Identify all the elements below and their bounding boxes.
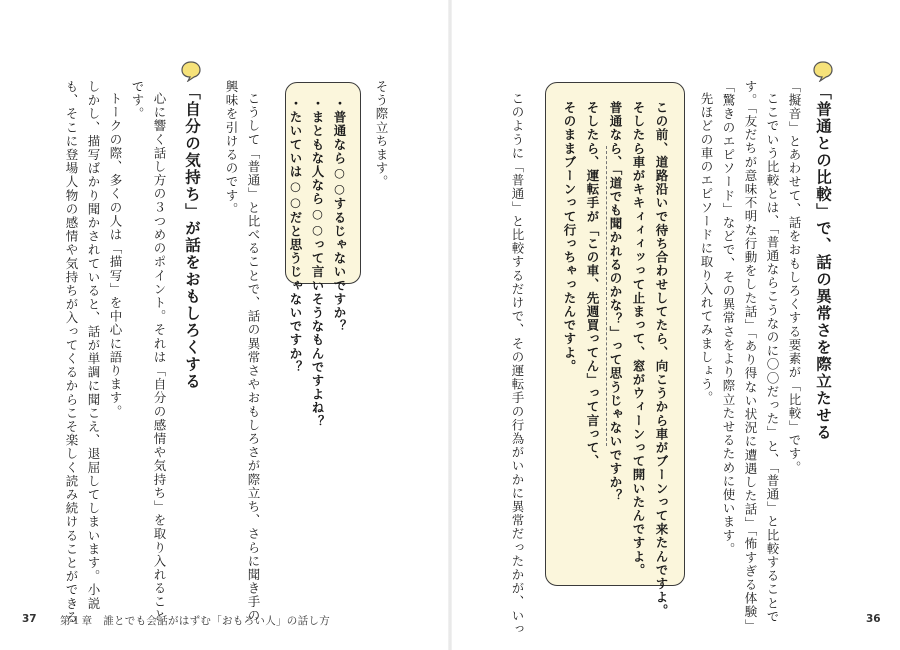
running-header: 第１章 誰とでも会話がはずむ「おもろい人」の話し方	[60, 615, 330, 627]
box-line: ・まともな人なら○○って言いそうなもんですよね？	[310, 97, 325, 429]
speech-bubble-icon	[180, 60, 202, 82]
paragraph-line: す。「友だちが意味不明な行動をした話」「あり得ない状況に遭遇した話」「怖すぎる体験」	[743, 80, 758, 633]
section-heading: 「自分の気持ち」が話をおもしろくする	[183, 84, 201, 390]
example-box	[545, 82, 685, 618]
paragraph-line: です。	[130, 80, 145, 121]
page-gutter	[448, 0, 452, 650]
paragraph-line: しかし、描写ばかり聞かされていると、話が単調に聞こえ、退屈してしまいます。小説	[86, 80, 101, 611]
box-line: そしたら車がキキィィィッって止まって、窓がウィーンって開いたんですよ。	[631, 101, 646, 577]
page-number: 36	[866, 613, 881, 625]
box-line: ・たいていは○○だと思うじゃないですか？	[288, 97, 303, 374]
page-number: 37	[22, 613, 37, 625]
dashed-underline	[606, 146, 607, 446]
paragraph-line: 興味を引けるのです。	[224, 80, 239, 216]
box-line: 普通なら、「道でも聞かれるのかな？」って思うじゃないですか？	[608, 101, 623, 503]
box-line: ・普通なら○○するじゃないですか？	[332, 97, 347, 334]
paragraph-line: こうして「普通」と比べることで、話の異常さやおもしろさが際立ち、さらに聞き手の	[246, 92, 261, 623]
paragraph-line: ここでいう比較とは、「普通ならこうなのに〇〇だった」と、「普通」と比較することで	[765, 92, 780, 624]
paragraph-line: も、そこに登場人物の感情や気持ちが入ってくるからこそ楽しく読み続けることができる	[64, 80, 79, 624]
speech-bubble-icon	[812, 60, 834, 82]
paragraph-line: このように「普通」と比較するだけで、その運転手の行為がいかに異常だったかが、いっ	[510, 92, 525, 636]
box-line: そしたら、運転手が「この車、先週買ってん」って言って、	[585, 101, 600, 469]
paragraph-line: そう際立ちます。	[374, 80, 389, 189]
paragraph-line: 心に響く話し方の３つめのポイント。それは「自分の感情や気持ち」を取り入れること	[152, 92, 167, 623]
paragraph-line: 「擬音」とあわせて、話をおもしろくする要素が「比較」です。	[787, 80, 802, 475]
section-heading: 「普通との比較」で、話の異常さを際立たせる	[814, 84, 832, 441]
example-box	[285, 82, 361, 429]
paragraph-line: トークの際、多くの人は「描写」を中心に語ります。	[108, 92, 123, 419]
paragraph-line: 先ほどの車のエピソードに取り入れてみましょう。	[699, 92, 714, 405]
box-line: そのままブーンって行っちゃったんですよ。	[562, 101, 577, 373]
paragraph-line: 「驚きのエピソード」などで、その異常さをより際立たせるために使います。	[721, 80, 736, 556]
box-line: この前、道路沿いで待ち合わせしてたら、向こうから車がブーンって来たんですよ。	[654, 101, 669, 618]
